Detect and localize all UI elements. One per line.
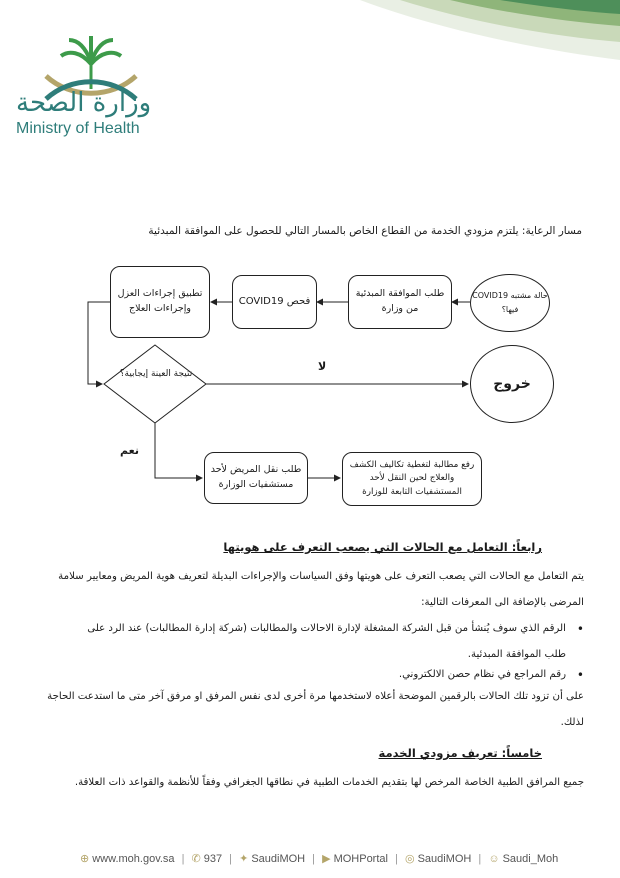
section4-heading: رابعاً: التعامل مع الحالات التي يصعب التعرف على هويتها [223, 540, 542, 554]
care-pathway-intro: مسار الرعاية: يلتزم مزودي الخدمة من القطاع الخاص بالمسار التالي للحصول على الموافقة المبدئية [148, 225, 582, 237]
snapchat-icon: ☺ [488, 853, 500, 865]
start-suspected-case [470, 274, 550, 332]
instagram-icon: ◎ [404, 853, 415, 865]
footer-snapchat[interactable]: Saudi_Moh [502, 853, 559, 865]
yes-label: نعم [120, 444, 139, 457]
no-label: لا [318, 360, 327, 373]
apply-procedures-label: تطبيق إجراءات العزل وإجراءات العلاج [117, 288, 203, 314]
transfer-request-box [204, 452, 308, 504]
claim-label: رفع مطالبة لتغطية تكاليف الكشف والعلاج لحين النقل لأحد المستشفيات التابعة للوزارة [349, 459, 475, 497]
divider: | [229, 853, 233, 865]
section4-closing: على أن تزود تلك الحالات بالرقمين الموضحة أعلاه لاستخدمها مرة أخرى لدى نفس المرفق او مرفق آخر متى ما استدعت الحاجة لذلك. [47, 691, 584, 728]
exit-label: خروج [493, 376, 531, 392]
exit-circle [470, 345, 554, 423]
section4-paragraph: يتم التعامل مع الحالات التي يصعب التعرف على هويتها وفق السياسات والإجراءات البديلة لتعريف هوية المريض ومعايير سلامة المرضى بالإضافة الى المعرفات التالية: [58, 571, 584, 608]
apply-procedures-box [110, 266, 210, 338]
start-label: حالة مشتبه COVID19 فيها؟ [472, 290, 548, 314]
request-approval-label: طلب الموافقة المبدئية من وزارة [355, 288, 445, 314]
footer-contacts [80, 852, 558, 865]
phone-icon: ✆ [191, 853, 201, 865]
logo-arabic-text: وزارة الصحة [16, 88, 152, 118]
section4-bullet-1: • الرقم الذي سوف يُنشأ من قبل الشركة المشغلة لإدارة الاحالات والمطالبات (شركة إدارة المطالبات) عند الرد على طلب الموافقة المبدئية. [64, 616, 584, 668]
divider: | [312, 853, 316, 865]
transfer-request-label: طلب نقل المريض لأحد مستشفيات الوزارة [210, 464, 302, 490]
footer-instagram[interactable]: SaudiMOH [417, 853, 472, 865]
divider: | [478, 853, 482, 865]
footer-website[interactable]: www.moh.gov.sa [92, 853, 175, 865]
divider: | [181, 853, 185, 865]
covid-test-box [232, 275, 317, 329]
footer-phone[interactable]: 937 [203, 853, 223, 865]
footer [0, 846, 620, 878]
section5-paragraph: جميع المرافق الطبية الخاصة المرخص لها بتقديم الخدمات الطبية في نطاقها الجغرافي وفقاً للأنظمة والقواعد ذات العلاقة. [74, 777, 584, 788]
youtube-icon: ▶ [322, 853, 331, 865]
section4-bullet-2: • رقم المراجع في نظام حصن الالكتروني. [64, 662, 584, 688]
twitter-icon: ✦ [239, 853, 249, 865]
decision-label: نتيجة العينة إيجابية؟ [119, 369, 193, 379]
section5-heading: خامساً: تعريف مزودي الخدمة [378, 746, 542, 760]
claim-box [342, 452, 482, 506]
request-approval-box [348, 275, 452, 329]
globe-icon: ⊕ [80, 853, 90, 865]
divider: | [395, 853, 398, 865]
logo-english-text: Ministry of Health [16, 120, 140, 137]
covid-test-label: فحص COVID19 [238, 296, 311, 308]
footer-portal[interactable]: MOHPortal [333, 853, 388, 865]
footer-twitter[interactable]: SaudiMOH [251, 853, 306, 865]
